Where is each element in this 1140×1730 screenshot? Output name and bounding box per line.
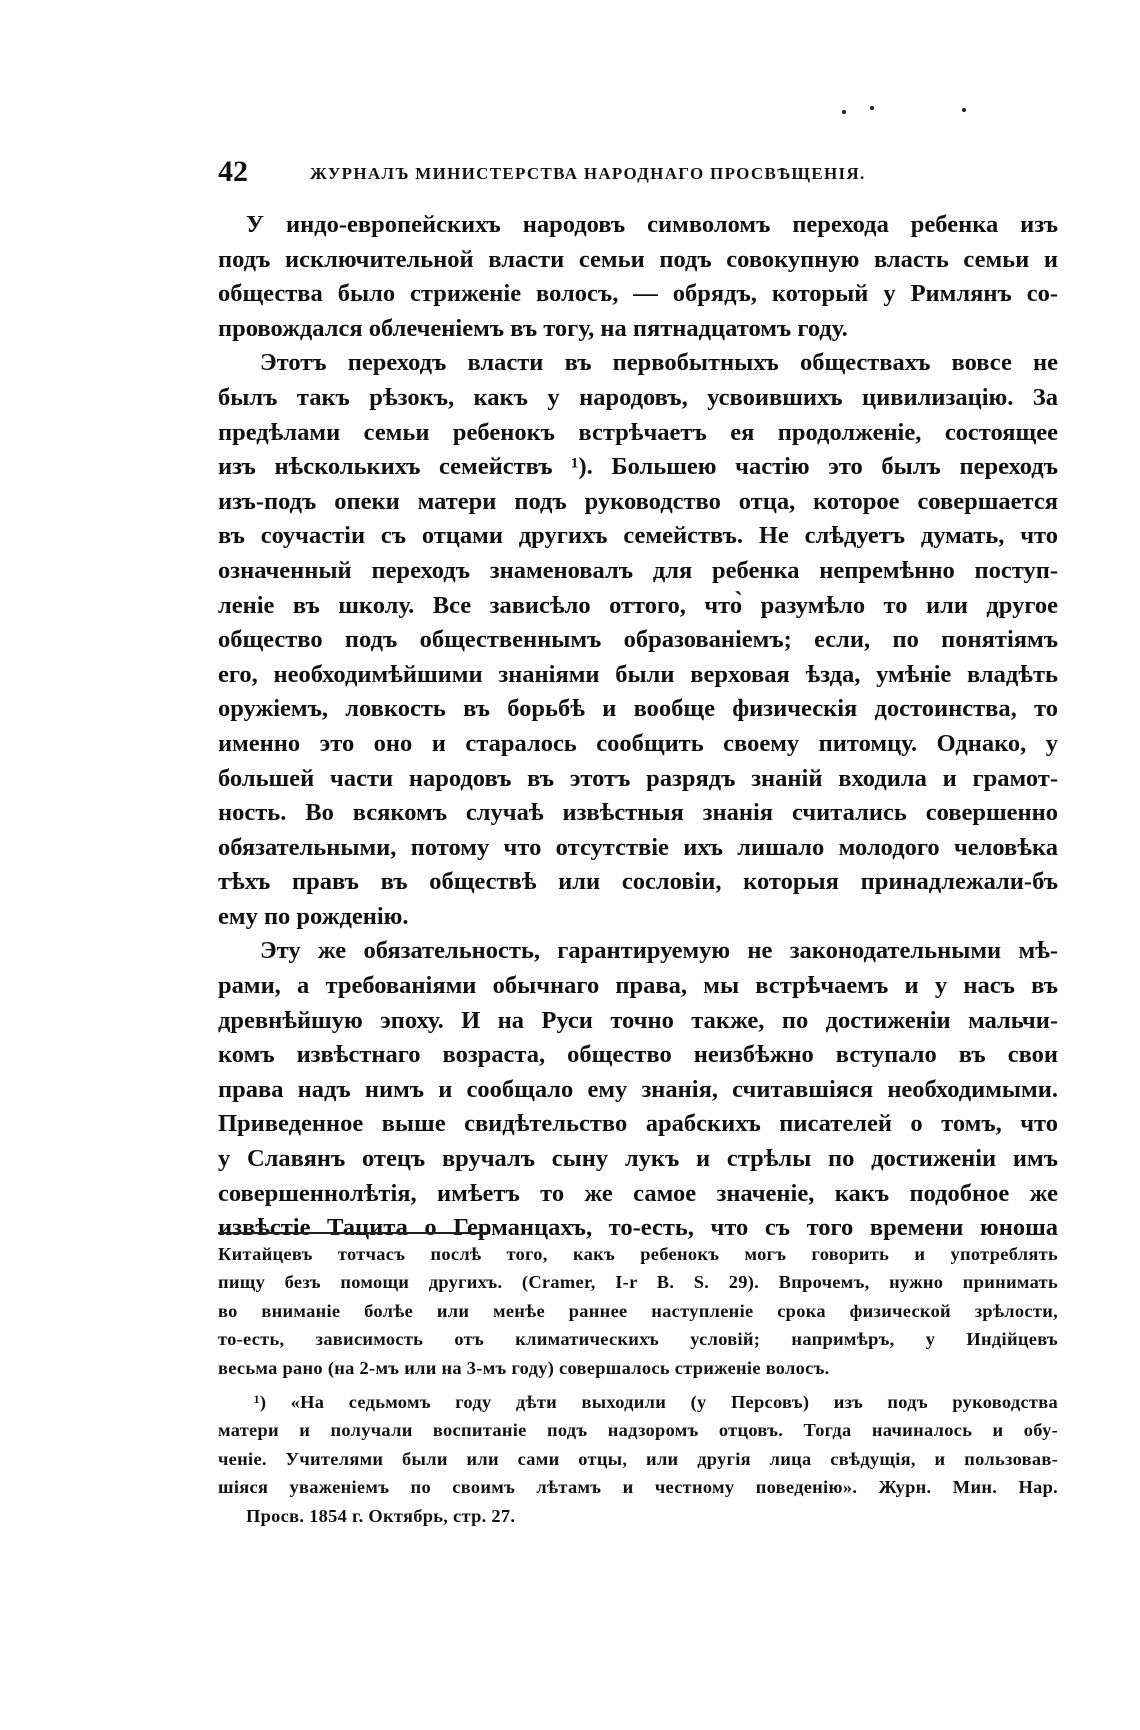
footnote-line: Просв. 1854 г. Октябрь, стр. 27. (246, 1505, 516, 1526)
text-line: Эту же обязательность, гарантируемую не законодательными мѣ- (260, 937, 1058, 965)
page-header (218, 152, 1058, 192)
footnote-line: во вниманіе болѣе или менѣе раннее наступленіе срока физической зрѣлости, (218, 1300, 1058, 1321)
text-line: провождался облеченіемъ въ тогу, на пятнадцатомъ году. (218, 314, 848, 342)
body-text (218, 208, 1058, 1246)
text-line: изъ нѣсколькихъ семействъ ¹). Большею частію это былъ переходъ (218, 453, 1058, 481)
ink-speck (842, 110, 846, 114)
text-line: въ соучастіи съ отцами другихъ семействъ. Не слѣдуетъ думать, что (218, 522, 1058, 550)
text-line: ность. Во всякомъ случаѣ извѣстныя знанія считались совершенно (218, 799, 1058, 827)
text-line: оружіемъ, ловкость въ борьбѣ и вообще физическія достоинства, то (218, 695, 1058, 723)
text-line: его, необходимѣйшими знаніями были верховая ѣзда, умѣніе владѣть (218, 660, 1058, 688)
text-line: права надъ нимъ и сообщало ему знанія, считавшіяся необходимыми. (218, 1075, 1058, 1103)
footnote-line: шіяся уваженіемъ по своимъ лѣтамъ и честному поведенію». Журн. Мин. Нар. (218, 1477, 1058, 1498)
footnote-line: ченіе. Учителями были или сами отцы, или другія лица свѣдущія, и пользовав- (218, 1448, 1058, 1469)
text-line: означенный переходъ знаменовалъ для ребенка непремѣнно поступ- (218, 556, 1058, 584)
ink-speck (870, 106, 874, 110)
footnote-line: весьма рано (на 2-мъ или на 3-мъ году) совершалось стриженіе волосъ. (218, 1357, 830, 1378)
text-line: ему по рожденію. (218, 902, 409, 930)
running-title: ЖУРНАЛЪ МИНИСТЕРСТВА НАРОДНАГО ПРОСВѢЩЕНІЯ. (310, 164, 866, 183)
text-line: именно это оно и старалось сообщить своему питомцу. Однако, у (218, 729, 1058, 757)
text-line: комъ извѣстнаго возраста, общество неизбѣжно вступало въ свои (218, 1041, 1058, 1069)
footnotes (218, 1240, 1058, 1530)
text-line: обязательными, потому что отсутствіе ихъ лишало молодого человѣка (218, 833, 1058, 861)
text-line: извѣстіе Тацита о Германцахъ, то-есть, что съ того времени юноша (218, 1214, 1058, 1242)
footnote-line: Китайцевъ тотчасъ послѣ того, какъ ребенокъ могъ говорить и употреблять (218, 1244, 1058, 1264)
text-line: древнѣйшую эпоху. И на Руси точно также, по достиженіи мальчи- (218, 1006, 1058, 1034)
text-line: у Славянъ отецъ вручалъ сыну лукъ и стрѣлы по достиженіи имъ (218, 1145, 1058, 1173)
text-line: предѣлами семьи ребенокъ встрѣчаетъ ея продолженіе, состоящее (218, 418, 1058, 446)
text-line: тѣхъ правъ въ обществѣ или сословіи, которыя принадлежали-бъ (218, 868, 1058, 896)
ink-speck (962, 108, 966, 112)
footnote-divider (218, 1232, 490, 1234)
text-line: леніе въ школу. Все зависѣло оттого, что̀ разумѣло то или другое (218, 591, 1058, 619)
text-line: У индо-европейскихъ народовъ символомъ перехода ребенка изъ (246, 211, 1058, 238)
page-number: 42 (218, 155, 248, 188)
footnote-line: ¹) «На седьмомъ году дѣти выходили (у Персовъ) изъ подъ руководства (254, 1391, 1058, 1412)
text-line: Этотъ переходъ власти въ первобытныхъ обществахъ вовсе не (260, 349, 1058, 377)
footnote-line: матери и получали воспитаніе подъ надзоромъ отцовъ. Тогда начиналось и обу- (218, 1420, 1058, 1441)
text-line: большей части народовъ въ этотъ разрядъ знаній входила и грамот- (218, 764, 1058, 792)
text-line: совершеннолѣтія, имѣетъ то же самое значеніе, какъ подобное же (218, 1179, 1058, 1207)
footnote-line: то-есть, зависимость отъ климатическихъ условій; напримѣръ, у Индійцевъ (218, 1329, 1058, 1350)
text-line: общество подъ общественнымъ образованіемъ; если, по понятіямъ (218, 626, 1058, 654)
text-line: Приведенное выше свидѣтельство арабскихъ писателей о томъ, что (218, 1110, 1058, 1138)
text-line: общества было стриженіе волосъ, — обрядъ, который у Римлянъ со- (218, 280, 1058, 308)
text-line: изъ-подъ опеки матери подъ руководство отца, которое совершается (218, 487, 1058, 515)
text-line: былъ такъ рѣзокъ, какъ у народовъ, усвоившихъ цивилизацію. За (218, 383, 1058, 411)
footnote-line: пищу безъ помощи другихъ. (Cramer, I-r B. S. 29). Впрочемъ, нужно принимать (218, 1272, 1058, 1293)
text-line: подъ исключительной власти семьи подъ совокупную власть семьи и (218, 245, 1058, 273)
text-line: рами, а требованіями обычнаго права, мы встрѣчаемъ и у насъ въ (218, 972, 1058, 1000)
